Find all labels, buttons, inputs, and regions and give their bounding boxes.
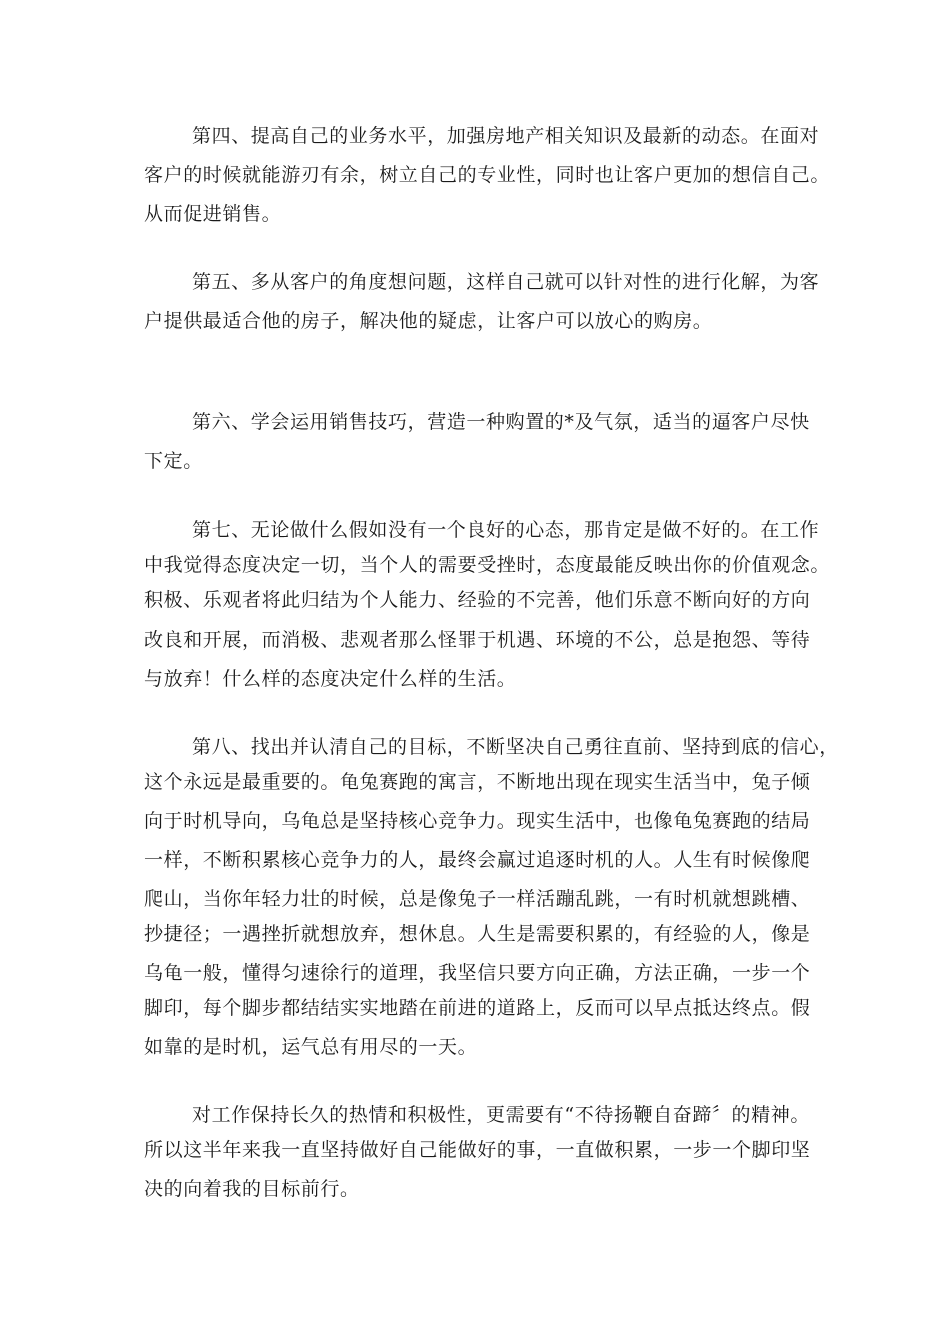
text-line: 向于时机导向，乌龟总是坚持核心竞争力。现实生活中，也像龟兔赛跑的结局 (144, 810, 811, 832)
text-line: 从而促进销售。 (144, 203, 282, 225)
text-line: 下定。 (144, 450, 203, 472)
text-line: 乌龟一般，懂得匀速徐行的道理，我坚信只要方向正确，方法正确，一步一个 (144, 962, 811, 984)
text-line: 客户的时候就能游刃有余，树立自己的专业性，同时也让客户更加的想信自己。 (144, 164, 831, 186)
text-line: 中我觉得态度决定一切，当个人的需要受挫时，态度最能反映出你的价值观念。 (144, 554, 831, 576)
text-line: 如靠的是时机，运气总有用尽的一天。 (144, 1036, 478, 1058)
text-line: 决的向着我的目标前行。 (144, 1178, 360, 1200)
text-line: 第七、无论做什么假如没有一个良好的心态，那肯定是做不好的。在工作 (192, 519, 820, 541)
text-line: 抄捷径；一遇挫折就想放弃，想休息。人生是需要积累的，有经验的人，像是 (144, 923, 811, 945)
text-line: 积极、乐观者将此归结为个人能力、经验的不完善，他们乐意不断向好的方向 (144, 589, 811, 611)
text-line: 爬山，当你年轻力壮的时候，总是像兔子一样活蹦乱跳，一有时机就想跳槽、 (144, 888, 811, 910)
text-line: 一样，不断积累核心竞争力的人，最终会赢过追逐时机的人。人生有时候像爬 (144, 849, 811, 871)
text-line: 户提供最适合他的房子，解决他的疑虑，让客户可以放心的购房。 (144, 310, 713, 332)
text-line: 第六、学会运用销售技巧，营造一种购置的*及气氛，适当的逼客户尽快 (192, 411, 810, 433)
text-line: 改良和开展，而消极、悲观者那么怪罪于机遇、环境的不公，总是抱怨、等待 (144, 629, 811, 651)
text-line: 这个永远是最重要的。龟兔赛跑的寓言，不断地出现在现实生活当中，兔子倾 (144, 771, 811, 793)
text-line: 与放弃！什么样的态度决定什么样的生活。 (144, 668, 517, 690)
text-line: 对工作保持长久的热情和积极性，更需要有“不待扬鞭自奋蹄〞的精神。 (192, 1104, 810, 1126)
text-line: 所以这半年来我一直坚持做好自己能做好的事，一直做积累，一步一个脚印坚 (144, 1139, 811, 1161)
text-line: 脚印，每个脚步都结结实实地踏在前进的道路上，反而可以早点抵达终点。假 (144, 997, 811, 1019)
text-line: 第八、找出并认清自己的目标，不断坚决自己勇往直前、坚持到底的信心， (192, 736, 839, 758)
text-line: 第四、提高自己的业务水平，加强房地产相关知识及最新的动态。在面对 (192, 125, 820, 147)
text-line: 第五、多从客户的角度想问题，这样自己就可以针对性的进行化解，为客 (192, 271, 820, 293)
